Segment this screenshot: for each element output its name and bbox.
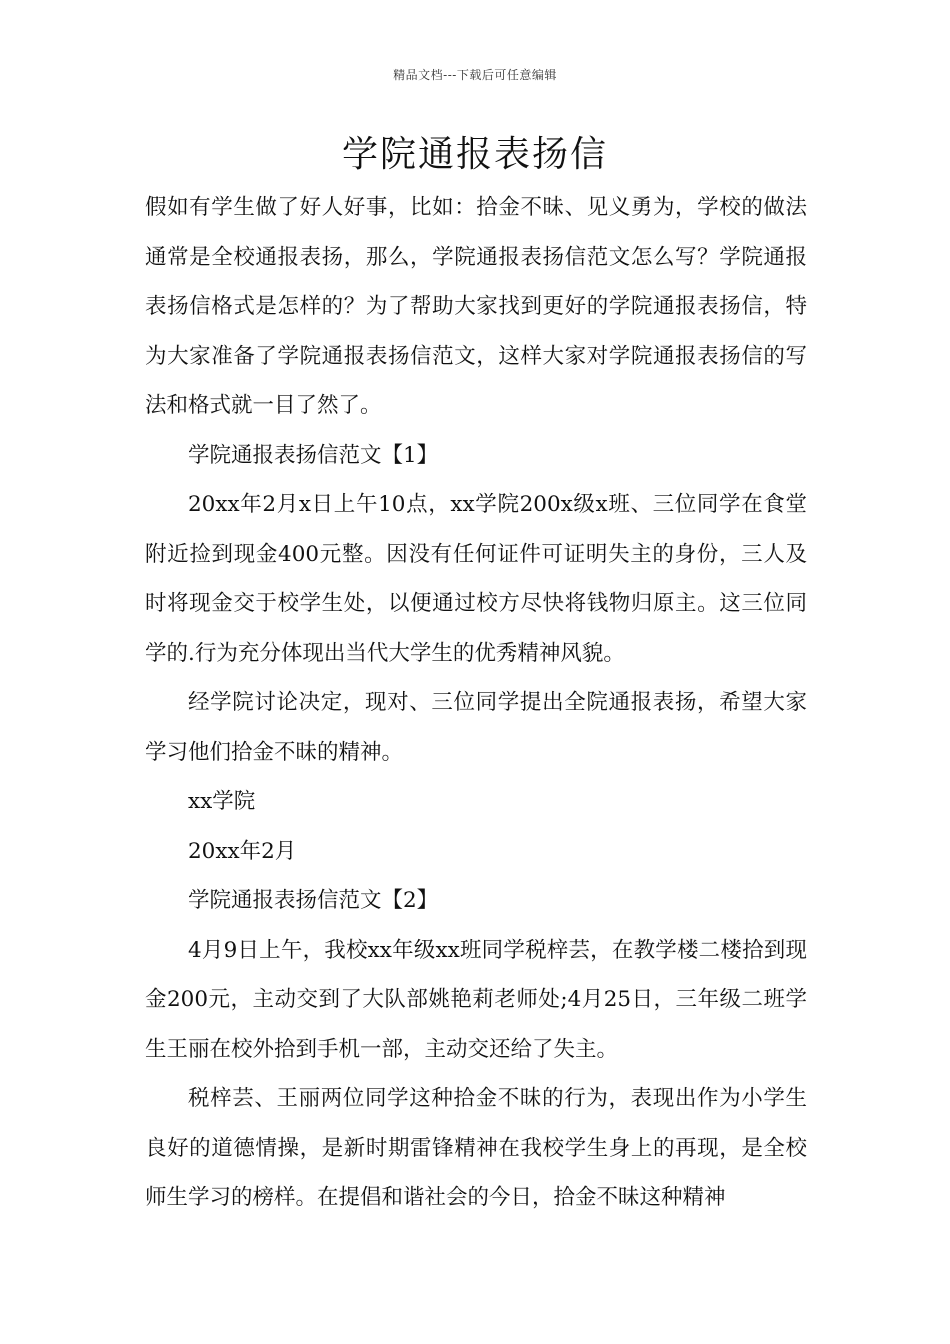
- paragraph: 假如有学生做了好人好事，比如：拾金不昧、见义勇为，学校的做法通常是全校通报表扬，那么，学院通报表扬信范文怎么写？学院通报表扬信格式是怎样的？为了帮助大家找到更好的学院通报表扬信，特为大家准备了学院通报表扬信范文，这样大家对学院通报表扬信的写法和格式就一目了然了。: [145, 195, 807, 418]
- paragraph: 税梓芸、王丽两位同学这种拾金不昧的行为，表现出作为小学生良好的道德情操，是新时期雷锋精神在我校学生身上的再现，是全校师生学习的榜样。在提倡和谐社会的今日，拾金不昧这种精神: [145, 1086, 807, 1210]
- section-heading: 学院通报表扬信范文【2】: [188, 888, 439, 913]
- paragraph: 经学院讨论决定，现对、三位同学提出全院通报表扬，希望大家学习他们拾金不昧的精神。: [145, 690, 807, 765]
- paragraph: 20xx年2月x日上午10点，xx学院200x级x班、三位同学在食堂附近捡到现金400元整。因没有任何证件可证明失主的身份，三人及时将现金交于校学生处，以便通过校方尽快将钱物归原主。这三位同学的.行为充分体现出当代大学生的优秀精神风貌。: [145, 492, 807, 666]
- header-note: 精品文档---下载后可任意编辑: [393, 68, 557, 82]
- section-heading: 学院通报表扬信范文【1】: [188, 442, 439, 468]
- signature-org: xx学院: [188, 789, 256, 814]
- paragraph: 4月9日上午，我校xx年级xx班同学税梓芸，在教学楼二楼拾到现金200元，主动交到了大队部姚艳莉老师处;4月25日，三年级二班学生王丽在校外拾到手机一部，主动交还给了失主。: [145, 937, 807, 1062]
- document-title: 学院通报表扬信: [341, 134, 608, 175]
- document-body: [145, 183, 807, 1223]
- signature-date: 20xx年2月: [188, 838, 297, 864]
